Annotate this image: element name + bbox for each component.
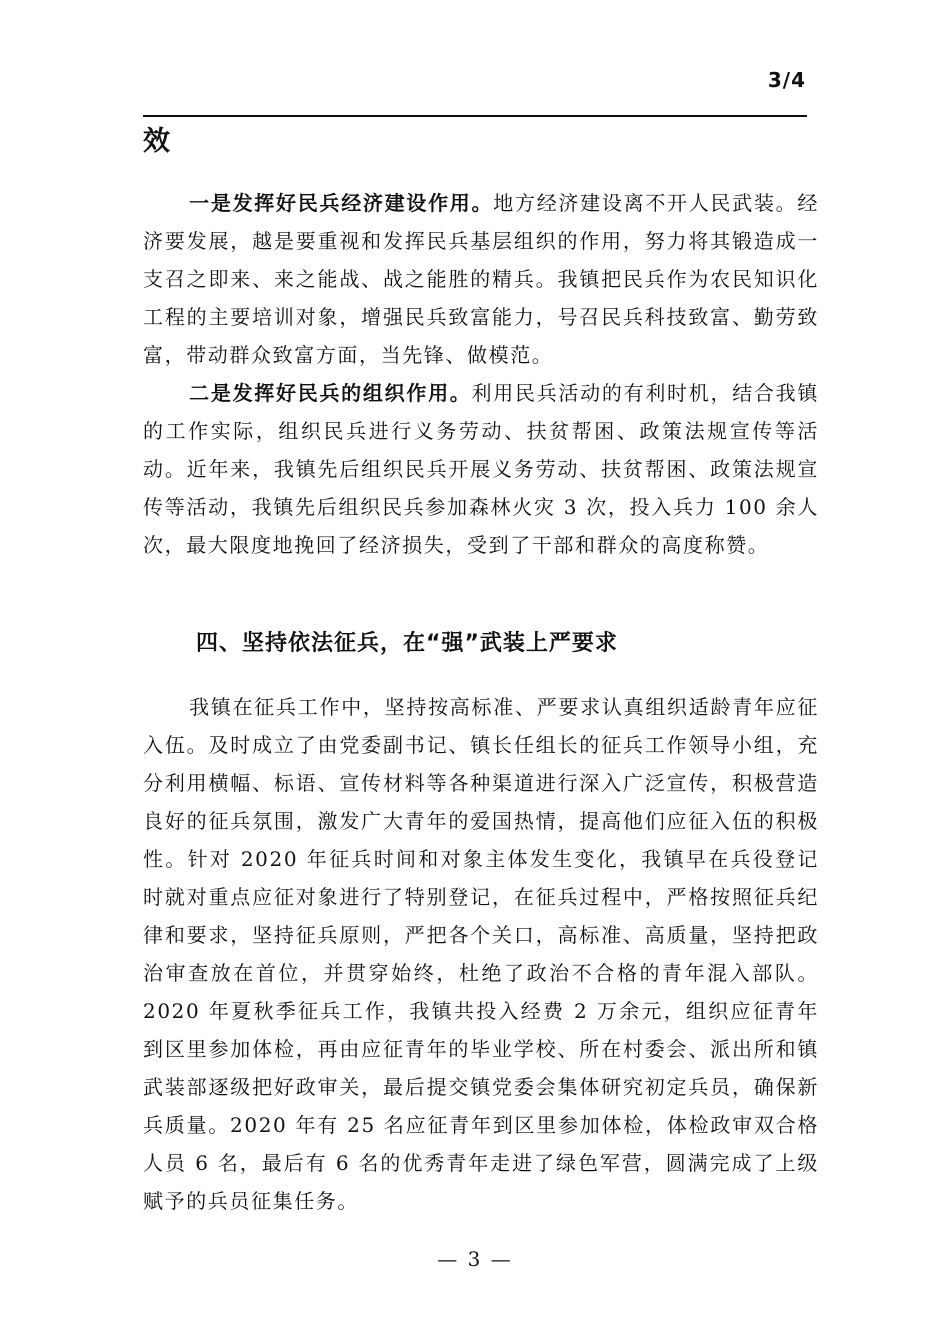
page-indicator: 3/4 <box>767 68 806 92</box>
continued-section-title: 效 <box>143 126 170 157</box>
header-rule <box>143 115 807 117</box>
paragraph-economic-role <box>143 184 819 374</box>
paragraph-body: 利用民兵活动的有利时机，结合我镇的工作实际，组织民兵进行义务劳动、扶贫帮困、政策法规宣传等活动。近年来，我镇先后组织民兵开展义务劳动、扶贫帮困、政策法规宣传等活动，我镇先后组织民兵参加森林火灾 3 次，投入兵力 100 余人次，最大限度地挽回了经济损失，受到了干部和群众的高度称赞。 <box>143 381 819 557</box>
paragraph-organizational-role <box>143 374 819 564</box>
paragraph-conscription <box>143 688 819 1220</box>
section-heading: 四、坚持依法征兵，在“强”武装上严要求 <box>196 631 618 656</box>
paragraph-body: 地方经济建设离不开人民武装。经济要发展，越是要重视和发挥民兵基层组织的作用，努力将其锻造成一支召之即来、来之能战、战之能胜的精兵。我镇把民兵作为农民知识化工程的主要培训对象，增强民兵致富能力，号召民兵科技致富、勤劳致富，带动群众致富方面，当先锋、做模范。 <box>143 191 820 367</box>
paragraph-lead: 二是发挥好民兵的组织作用。 <box>189 381 472 405</box>
paragraph-body: 我镇在征兵工作中，坚持按高标准、严要求认真组织适龄青年应征入伍。及时成立了由党委副书记、镇长任组长的征兵工作领导小组，充分利用横幅、标语、宣传材料等各种渠道进行深入广泛宣传，积极营造良好的征兵氛围，激发广大青年的爱国热情，提高他们应征入伍的积极性。针对 2020 年征兵时间和对象主体发生变化，我镇早在兵役登记时就对重点应征对象进行了特别登记，在征兵过程中，严格按照征兵纪律和要求，坚持征兵原则，严把各个关口，高标准、高质量，坚持把政治审查放在首位，并贯穿始终，杜绝了政治不合格的青年混入部队。2020 年夏秋季征兵工作，我镇共投入经费 2 万余元，组织应征青年到区里参加体检，再由应征青年的毕业学校、所在村委会、派出所和镇武装部逐级把好政审关，最后提交镇党委会集体研究初定兵员，确保新兵质量。2020 年有 25 名应征青年到区里参加体检，体检政审双合格人员 6 名，最后有 6 名的优秀青年走进了绿色军营，圆满完成了上级赋予的兵员征集任务。 <box>143 695 819 1213</box>
paragraph-lead: 一是发挥好民兵经济建设作用。 <box>189 191 494 215</box>
footer-page-number: — 3 — <box>437 1247 513 1271</box>
